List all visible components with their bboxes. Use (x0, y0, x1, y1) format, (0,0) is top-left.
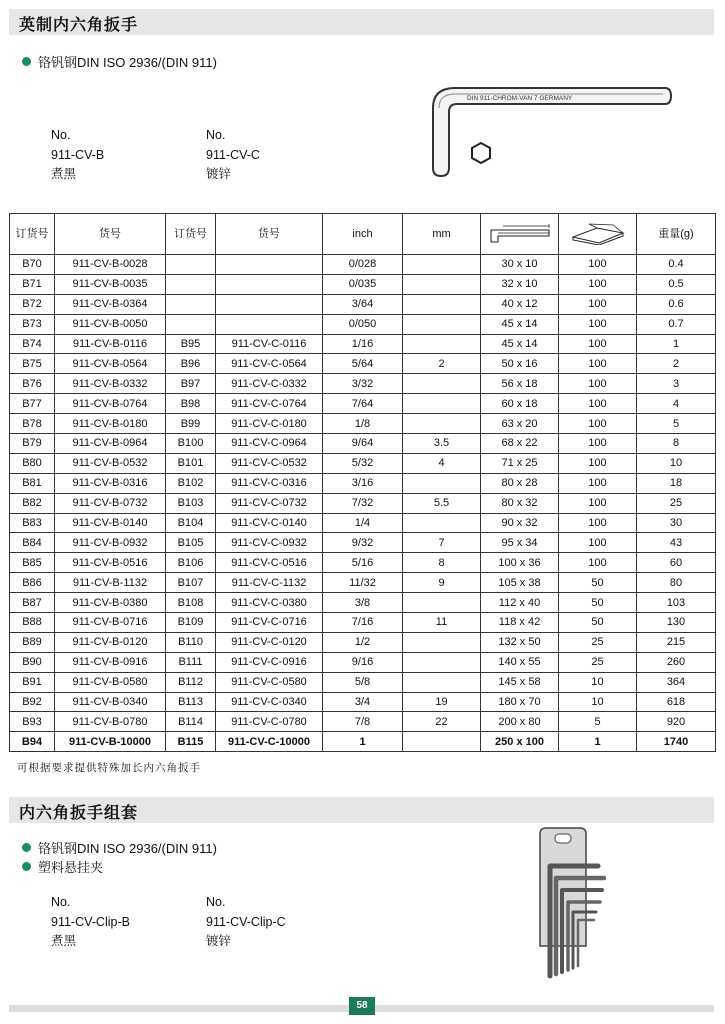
cell-order-no-c: B97 (166, 374, 216, 394)
cell-weight: 5 (637, 414, 716, 434)
cell-package-qty: 100 (559, 255, 637, 275)
spec-finish: 煮黑 (51, 934, 77, 948)
cell-dimension: 30 x 10 (481, 255, 559, 275)
cell-item-no-b: 911-CV-B-0028 (55, 255, 166, 275)
cell-item-no-c: 911-CV-C-0532 (216, 453, 323, 473)
cell-item-no-c: 911-CV-C-0916 (216, 652, 323, 672)
spec-finish: 煮黑 (51, 167, 77, 181)
cell-dimension: 45 x 14 (481, 334, 559, 354)
spec-set-zinc-finish (206, 893, 286, 952)
cell-inch-size: 5/64 (323, 354, 403, 374)
hex-key-set-image (528, 826, 618, 986)
table-row (10, 652, 716, 672)
table-row (10, 593, 716, 613)
cell-item-no-c (216, 255, 323, 275)
cell-order-no-b: B80 (10, 453, 55, 473)
table-row (10, 513, 716, 533)
cell-weight: 0.4 (637, 255, 716, 275)
cell-package-qty: 100 (559, 493, 637, 513)
cell-weight: 25 (637, 493, 716, 513)
cell-order-no-c: B104 (166, 513, 216, 533)
table-row (10, 493, 716, 513)
table-row (10, 414, 716, 434)
cell-item-no-c: 911-CV-C-0180 (216, 414, 323, 434)
cell-weight: 1740 (637, 732, 716, 752)
cell-item-no-c (216, 294, 323, 314)
cell-order-no-b: B70 (10, 255, 55, 275)
header-order-no-c: 订货号 (166, 214, 216, 255)
cell-item-no-b: 911-CV-B-0780 (55, 712, 166, 732)
bullet-dot-icon (22, 862, 31, 871)
hex-key-engraving: DIN 911-CHROM-VAN 7 GERMANY (467, 95, 573, 102)
cell-inch-size: 5/8 (323, 672, 403, 692)
section-header-hex-key-sets (9, 797, 714, 823)
spec-black-finish (51, 126, 104, 185)
cell-order-no-c: B96 (166, 354, 216, 374)
cell-dimension: 180 x 70 (481, 692, 559, 712)
cell-mm-size (403, 255, 481, 275)
cell-inch-size: 3/4 (323, 692, 403, 712)
cell-item-no-b: 911-CV-B-0050 (55, 314, 166, 334)
table-row (10, 533, 716, 553)
cell-package-qty: 100 (559, 513, 637, 533)
cell-mm-size (403, 314, 481, 334)
section-title: 内六角扳手组套 (19, 805, 139, 822)
cell-dimension: 60 x 18 (481, 394, 559, 414)
header-item-no-c: 货号 (216, 214, 323, 255)
cell-dimension: 71 x 25 (481, 453, 559, 473)
bullet-item (22, 857, 103, 876)
cell-mm-size (403, 632, 481, 652)
cell-order-no-b: B79 (10, 434, 55, 454)
cell-inch-size: 5/16 (323, 553, 403, 573)
cell-item-no-b: 911-CV-B-0035 (55, 274, 166, 294)
cell-mm-size (403, 593, 481, 613)
hex-key-image (415, 78, 675, 183)
cell-package-qty: 10 (559, 672, 637, 692)
cell-mm-size: 8 (403, 553, 481, 573)
table-row (10, 255, 716, 275)
cell-order-no-c: B102 (166, 473, 216, 493)
header-mm: mm (403, 214, 481, 255)
cell-mm-size (403, 274, 481, 294)
cell-weight: 60 (637, 553, 716, 573)
cell-weight: 43 (637, 533, 716, 553)
cell-item-no-b: 911-CV-B-0932 (55, 533, 166, 553)
spec-no-label: No. (51, 895, 71, 909)
bullet-dot-icon (22, 843, 31, 852)
section-header-hex-keys (9, 9, 714, 35)
cell-mm-size: 3.5 (403, 434, 481, 454)
table-row (10, 573, 716, 593)
cell-order-no-b: B76 (10, 374, 55, 394)
cell-order-no-b: B90 (10, 652, 55, 672)
page-number: 58 (349, 997, 375, 1015)
cell-weight: 30 (637, 513, 716, 533)
spec-code: 911-CV-Clip-B (51, 914, 130, 929)
cell-dimension: 68 x 22 (481, 434, 559, 454)
table-row (10, 613, 716, 633)
bullet-text: 铬钒钢DIN ISO 2936/(DIN 911) (38, 55, 217, 70)
section-title: 英制内六角扳手 (19, 17, 139, 34)
cell-dimension: 80 x 28 (481, 473, 559, 493)
cell-weight: 8 (637, 434, 716, 454)
spec-no-label: No. (206, 895, 226, 909)
table-row (10, 314, 716, 334)
cell-inch-size: 9/16 (323, 652, 403, 672)
cell-order-no-b: B87 (10, 593, 55, 613)
cell-item-no-c: 911-CV-C-0780 (216, 712, 323, 732)
table-row (10, 672, 716, 692)
spec-set-black-finish (51, 893, 130, 952)
cell-package-qty: 10 (559, 692, 637, 712)
cell-dimension: 32 x 10 (481, 274, 559, 294)
cell-order-no-b: B73 (10, 314, 55, 334)
cell-dimension: 250 x 100 (481, 732, 559, 752)
cell-item-no-c: 911-CV-C-1132 (216, 573, 323, 593)
cell-weight: 0.5 (637, 274, 716, 294)
table-row (10, 712, 716, 732)
cell-order-no-b: B83 (10, 513, 55, 533)
cell-weight: 4 (637, 394, 716, 414)
cell-mm-size: 9 (403, 573, 481, 593)
cell-order-no-b: B71 (10, 274, 55, 294)
cell-item-no-b: 911-CV-B-0516 (55, 553, 166, 573)
cell-weight: 3 (637, 374, 716, 394)
cell-item-no-c: 911-CV-C-0140 (216, 513, 323, 533)
cell-inch-size: 9/32 (323, 533, 403, 553)
cell-order-no-b: B85 (10, 553, 55, 573)
cell-package-qty: 100 (559, 274, 637, 294)
cell-mm-size (403, 732, 481, 752)
cell-mm-size (403, 652, 481, 672)
cell-inch-size: 1 (323, 732, 403, 752)
table-row (10, 632, 716, 652)
cell-order-no-c (166, 314, 216, 334)
cell-order-no-b: B93 (10, 712, 55, 732)
cell-inch-size: 3/32 (323, 374, 403, 394)
cell-order-no-c: B114 (166, 712, 216, 732)
cell-dimension: 90 x 32 (481, 513, 559, 533)
cell-weight: 920 (637, 712, 716, 732)
cell-item-no-b: 911-CV-B-0580 (55, 672, 166, 692)
bullet-text: 塑料悬挂夹 (38, 860, 104, 875)
cell-order-no-c: B101 (166, 453, 216, 473)
cell-mm-size (403, 374, 481, 394)
cell-inch-size: 7/64 (323, 394, 403, 414)
cell-item-no-b: 911-CV-B-10000 (55, 732, 166, 752)
cell-order-no-c: B103 (166, 493, 216, 513)
cell-weight: 2 (637, 354, 716, 374)
cell-package-qty: 100 (559, 414, 637, 434)
spec-code: 911-CV-C (206, 147, 260, 162)
cell-mm-size: 19 (403, 692, 481, 712)
cell-weight: 103 (637, 593, 716, 613)
table-row (10, 274, 716, 294)
cell-item-no-c: 911-CV-C-0564 (216, 354, 323, 374)
table-row (10, 334, 716, 354)
cell-mm-size (403, 513, 481, 533)
cell-item-no-c: 911-CV-C-10000 (216, 732, 323, 752)
cell-item-no-c (216, 274, 323, 294)
cell-item-no-b: 911-CV-B-0380 (55, 593, 166, 613)
cell-order-no-c: B115 (166, 732, 216, 752)
cell-weight: 1 (637, 334, 716, 354)
cell-dimension: 200 x 80 (481, 712, 559, 732)
cell-item-no-b: 911-CV-B-0364 (55, 294, 166, 314)
product-table (9, 213, 716, 752)
cell-item-no-b: 911-CV-B-0564 (55, 354, 166, 374)
cell-inch-size: 1/2 (323, 632, 403, 652)
cell-order-no-c (166, 274, 216, 294)
cell-order-no-c: B98 (166, 394, 216, 414)
cell-order-no-c (166, 255, 216, 275)
cell-inch-size: 9/64 (323, 434, 403, 454)
bullet-item (22, 838, 217, 857)
cell-order-no-c: B112 (166, 672, 216, 692)
cell-order-no-c: B108 (166, 593, 216, 613)
table-row (10, 732, 716, 752)
cell-weight: 0.6 (637, 294, 716, 314)
cell-item-no-c: 911-CV-C-0764 (216, 394, 323, 414)
cell-order-no-c: B106 (166, 553, 216, 573)
cell-item-no-c: 911-CV-C-0516 (216, 553, 323, 573)
cell-order-no-b: B86 (10, 573, 55, 593)
cell-order-no-c: B107 (166, 573, 216, 593)
cell-mm-size: 7 (403, 533, 481, 553)
cell-item-no-c: 911-CV-C-0380 (216, 593, 323, 613)
table-row (10, 354, 716, 374)
cell-item-no-c: 911-CV-C-0332 (216, 374, 323, 394)
cell-order-no-c: B105 (166, 533, 216, 553)
cell-package-qty: 100 (559, 374, 637, 394)
cell-package-qty: 100 (559, 553, 637, 573)
spec-no-label: No. (51, 128, 71, 142)
cell-inch-size: 0/035 (323, 274, 403, 294)
cell-inch-size: 7/16 (323, 613, 403, 633)
cell-order-no-b: B89 (10, 632, 55, 652)
cell-order-no-b: B84 (10, 533, 55, 553)
cell-order-no-b: B78 (10, 414, 55, 434)
cell-mm-size (403, 334, 481, 354)
cell-item-no-b: 911-CV-B-0764 (55, 394, 166, 414)
cell-package-qty: 100 (559, 314, 637, 334)
cell-package-qty: 100 (559, 334, 637, 354)
cell-package-qty: 1 (559, 732, 637, 752)
cell-dimension: 50 x 16 (481, 354, 559, 374)
cell-item-no-b: 911-CV-B-0316 (55, 473, 166, 493)
cell-item-no-b: 911-CV-B-0916 (55, 652, 166, 672)
cell-package-qty: 100 (559, 354, 637, 374)
cell-dimension: 45 x 14 (481, 314, 559, 334)
cell-dimension: 112 x 40 (481, 593, 559, 613)
header-weight: 重量(g) (637, 214, 716, 255)
cell-order-no-c: B95 (166, 334, 216, 354)
cell-inch-size: 3/16 (323, 473, 403, 493)
cell-item-no-c (216, 314, 323, 334)
cell-item-no-b: 911-CV-B-0180 (55, 414, 166, 434)
cell-weight: 130 (637, 613, 716, 633)
cell-inch-size: 1/8 (323, 414, 403, 434)
cell-package-qty: 25 (559, 652, 637, 672)
package-quantity-icon (569, 223, 627, 245)
cell-item-no-c: 911-CV-C-0932 (216, 533, 323, 553)
cell-weight: 364 (637, 672, 716, 692)
table-row (10, 473, 716, 493)
table-row (10, 434, 716, 454)
cell-order-no-b: B82 (10, 493, 55, 513)
cell-package-qty: 50 (559, 593, 637, 613)
spec-no-label: No. (206, 128, 226, 142)
cell-order-no-c: B100 (166, 434, 216, 454)
table-row (10, 453, 716, 473)
cell-order-no-b: B94 (10, 732, 55, 752)
cell-weight: 80 (637, 573, 716, 593)
cell-inch-size: 1/16 (323, 334, 403, 354)
table-row (10, 374, 716, 394)
cell-inch-size: 3/8 (323, 593, 403, 613)
cell-package-qty: 100 (559, 434, 637, 454)
cell-inch-size: 7/8 (323, 712, 403, 732)
cell-mm-size (403, 294, 481, 314)
table-header-row (10, 214, 716, 255)
cell-weight: 10 (637, 453, 716, 473)
cell-inch-size: 0/028 (323, 255, 403, 275)
cell-dimension: 40 x 12 (481, 294, 559, 314)
cell-order-no-c: B109 (166, 613, 216, 633)
header-order-no: 订货号 (10, 214, 55, 255)
bullet-text: 铬钒钢DIN ISO 2936/(DIN 911) (38, 841, 217, 856)
cell-weight: 18 (637, 473, 716, 493)
cell-inch-size: 7/32 (323, 493, 403, 513)
cell-mm-size: 2 (403, 354, 481, 374)
cell-inch-size: 1/4 (323, 513, 403, 533)
cell-order-no-c: B113 (166, 692, 216, 712)
cell-item-no-b: 911-CV-B-0332 (55, 374, 166, 394)
header-inch: inch (323, 214, 403, 255)
cell-mm-size: 11 (403, 613, 481, 633)
cell-package-qty: 25 (559, 632, 637, 652)
cell-inch-size: 5/32 (323, 453, 403, 473)
cell-item-no-b: 911-CV-B-0964 (55, 434, 166, 454)
cell-item-no-b: 911-CV-B-0732 (55, 493, 166, 513)
cell-weight: 0.7 (637, 314, 716, 334)
spec-code: 911-CV-Clip-C (206, 914, 286, 929)
spec-zinc-finish (206, 126, 260, 185)
cell-item-no-c: 911-CV-C-0316 (216, 473, 323, 493)
cell-package-qty: 100 (559, 294, 637, 314)
cell-order-no-b: B81 (10, 473, 55, 493)
table-row (10, 394, 716, 414)
cell-weight: 260 (637, 652, 716, 672)
cell-item-no-b: 911-CV-B-0120 (55, 632, 166, 652)
cell-package-qty: 5 (559, 712, 637, 732)
cell-item-no-b: 911-CV-B-0116 (55, 334, 166, 354)
cell-item-no-b: 911-CV-B-1132 (55, 573, 166, 593)
cell-dimension: 80 x 32 (481, 493, 559, 513)
cell-inch-size: 11/32 (323, 573, 403, 593)
wrench-dimension-icon (489, 224, 551, 244)
cell-inch-size: 3/64 (323, 294, 403, 314)
cell-order-no-b: B74 (10, 334, 55, 354)
table-row (10, 553, 716, 573)
cell-order-no-c: B99 (166, 414, 216, 434)
cell-mm-size (403, 672, 481, 692)
cell-dimension: 56 x 18 (481, 374, 559, 394)
cell-order-no-b: B77 (10, 394, 55, 414)
cell-dimension: 118 x 42 (481, 613, 559, 633)
cell-item-no-b: 911-CV-B-0340 (55, 692, 166, 712)
cell-item-no-c: 911-CV-C-0120 (216, 632, 323, 652)
cell-weight: 618 (637, 692, 716, 712)
cell-order-no-b: B72 (10, 294, 55, 314)
cell-dimension: 63 x 20 (481, 414, 559, 434)
cell-package-qty: 100 (559, 533, 637, 553)
cell-mm-size (403, 394, 481, 414)
special-length-note: 可根据要求提供特殊加长内六角扳手 (17, 762, 201, 774)
cell-order-no-b: B92 (10, 692, 55, 712)
cell-package-qty: 50 (559, 573, 637, 593)
cell-item-no-b: 911-CV-B-0532 (55, 453, 166, 473)
cell-package-qty: 100 (559, 394, 637, 414)
cell-order-no-c: B111 (166, 652, 216, 672)
cell-order-no-b: B75 (10, 354, 55, 374)
cell-item-no-c: 911-CV-C-0116 (216, 334, 323, 354)
cell-dimension: 100 x 36 (481, 553, 559, 573)
cell-item-no-c: 911-CV-C-0716 (216, 613, 323, 633)
cell-mm-size (403, 473, 481, 493)
spec-finish: 镀锌 (206, 167, 232, 181)
cell-item-no-b: 911-CV-B-0716 (55, 613, 166, 633)
header-package (559, 214, 637, 255)
cell-order-no-b: B88 (10, 613, 55, 633)
cell-mm-size: 22 (403, 712, 481, 732)
cell-dimension: 145 x 58 (481, 672, 559, 692)
header-item-no: 货号 (55, 214, 166, 255)
cell-order-no-c (166, 294, 216, 314)
cell-item-no-c: 911-CV-C-0340 (216, 692, 323, 712)
cell-dimension: 105 x 38 (481, 573, 559, 593)
cell-item-no-c: 911-CV-C-0580 (216, 672, 323, 692)
cell-dimension: 132 x 50 (481, 632, 559, 652)
cell-mm-size: 4 (403, 453, 481, 473)
cell-dimension: 95 x 34 (481, 533, 559, 553)
cell-package-qty: 50 (559, 613, 637, 633)
spec-code: 911-CV-B (51, 147, 105, 162)
cell-order-no-b: B91 (10, 672, 55, 692)
cell-package-qty: 100 (559, 473, 637, 493)
cell-mm-size (403, 414, 481, 434)
cell-package-qty: 100 (559, 453, 637, 473)
cell-weight: 215 (637, 632, 716, 652)
cell-item-no-c: 911-CV-C-0964 (216, 434, 323, 454)
cell-inch-size: 0/050 (323, 314, 403, 334)
cell-mm-size: 5.5 (403, 493, 481, 513)
cell-item-no-c: 911-CV-C-0732 (216, 493, 323, 513)
table-row (10, 294, 716, 314)
cell-order-no-c: B110 (166, 632, 216, 652)
table-row (10, 692, 716, 712)
spec-finish: 镀锌 (206, 934, 232, 948)
cell-dimension: 140 x 55 (481, 652, 559, 672)
bullet-dot-icon (22, 57, 31, 66)
bullet-item (22, 52, 217, 71)
header-dimension (481, 214, 559, 255)
cell-item-no-b: 911-CV-B-0140 (55, 513, 166, 533)
